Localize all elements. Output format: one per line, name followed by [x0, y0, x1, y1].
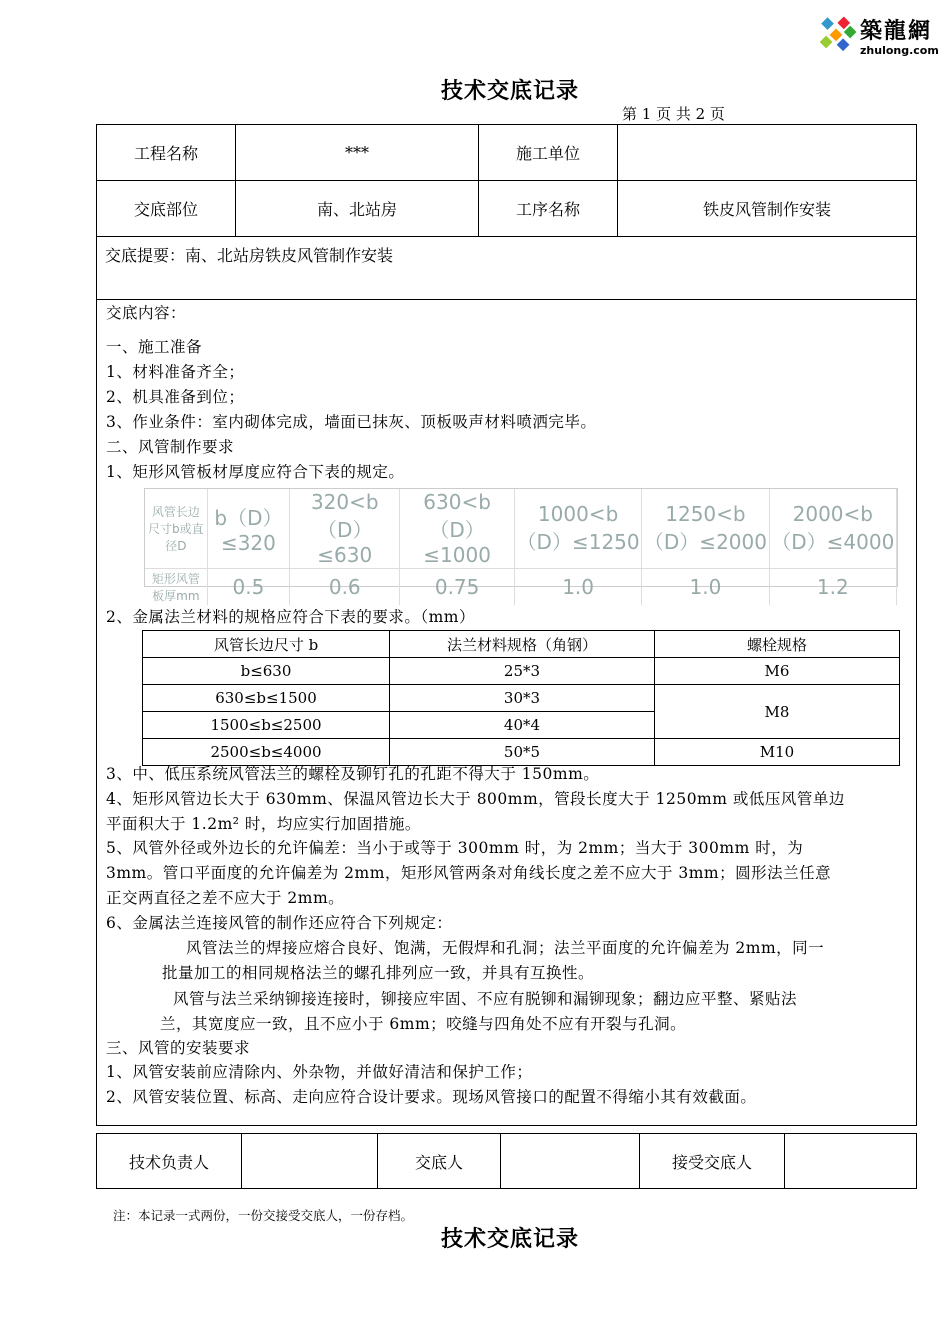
project-label: 工程名称 — [97, 125, 236, 181]
flange-cell: 40*4 — [390, 712, 655, 739]
content-line: 1、材料准备齐全； — [106, 363, 245, 381]
tech-lead-sign — [242, 1134, 378, 1189]
page-title: 技术交底记录 — [440, 79, 579, 104]
logo-url: zhulong.com — [860, 44, 939, 57]
content-line: 风管法兰的焊接应熔合良好、饱满，无假焊和孔洞；法兰平面度的允许偏差为 2mm，同一 — [186, 939, 825, 957]
content-line: 二、风管制作要求 — [106, 438, 235, 456]
thickness-range: 630<b（D）≤1000 — [400, 489, 515, 569]
thickness-range: 2000<b（D）≤4000 — [769, 489, 896, 569]
thickness-table — [144, 488, 898, 603]
project-value: *** — [236, 125, 479, 181]
thickness-value: 1.2 — [769, 569, 896, 606]
thickness-range: b（D）≤320 — [207, 489, 290, 569]
thickness-range: 1250<b（D）≤2000 — [642, 489, 769, 569]
receiver-sign — [785, 1134, 917, 1189]
flange-intro: 2、金属法兰材料的规格应符合下表的要求。（mm） — [106, 608, 476, 626]
unit-value — [618, 125, 917, 181]
thickness-value: 1.0 — [642, 569, 769, 606]
handover-sign — [501, 1134, 640, 1189]
page-info: 第 1 页 共 2 页 — [622, 105, 725, 123]
signature-table — [96, 1133, 917, 1189]
content-line: 2、机具准备到位； — [106, 388, 245, 406]
content-line: 批量加工的相同规格法兰的螺孔排列应一致，并具有互换性。 — [162, 964, 595, 982]
flange-cell: 1500≤b≤2500 — [143, 712, 390, 739]
content-line: 兰，其宽度应一致，且不应小于 6mm；咬缝与四角处不应有开裂与孔洞。 — [160, 1015, 687, 1033]
thickness-value: 0.75 — [400, 569, 515, 606]
thickness-value: 0.6 — [290, 569, 400, 606]
content-line: 1、矩形风管板材厚度应符合下表的规定。 — [106, 463, 405, 481]
flange-cell: M6 — [655, 658, 900, 685]
flange-col-header: 螺栓规格 — [655, 631, 900, 658]
content-line: 3、作业条件：室内砌体完成，墙面已抹灰、顶板吸声材料喷洒完毕。 — [106, 413, 597, 431]
content-line: 5、风管外径或外边长的允许偏差：当小于或等于 300mm 时，为 2mm；当大于 300mm 时，为 — [106, 839, 804, 857]
summary-text: 交底提要：南、北站房铁皮风管制作安装 — [105, 246, 394, 265]
summary-cell — [97, 237, 917, 300]
flange-table — [142, 630, 900, 766]
part-label: 交底部位 — [97, 181, 236, 237]
flange-cell: 25*3 — [390, 658, 655, 685]
thickness-value: 1.0 — [514, 569, 641, 606]
thickness-header: 风管长边尺寸b或直径D — [145, 489, 207, 569]
content-line: 3、中、低压系统风管法兰的螺栓及铆钉孔的孔距不得大于 150mm。 — [106, 765, 600, 783]
thickness-header: 矩形风管板厚mm — [145, 569, 207, 606]
flange-cell: 630≤b≤1500 — [143, 685, 390, 712]
part-value: 南、北站房 — [236, 181, 479, 237]
thickness-range: 320<b（D）≤630 — [290, 489, 400, 569]
receiver-label: 接受交底人 — [640, 1134, 785, 1189]
footer-title: 技术交底记录 — [440, 1227, 579, 1252]
logo-name: 築龍網 — [860, 18, 933, 44]
flange-col-header: 风管长边尺寸 b — [143, 631, 390, 658]
content-line: 平面积大于 1.2m² 时，均应实行加固措施。 — [106, 815, 421, 833]
content-line: 6、金属法兰连接风管的制作还应符合下列规定： — [106, 914, 453, 932]
flange-col-header: 法兰材料规格（角钢） — [390, 631, 655, 658]
footnote: 注：本记录一式两份，一份交接受交底人，一份存档。 — [113, 1208, 414, 1223]
content-line: 一、施工准备 — [106, 338, 203, 356]
content-line: 三、风管的安装要求 — [106, 1039, 251, 1057]
process-label: 工序名称 — [479, 181, 618, 237]
tech-lead-label: 技术负责人 — [97, 1134, 242, 1189]
unit-label: 施工单位 — [479, 125, 618, 181]
content-line: 2、风管安装位置、标高、走向应符合设计要求。现场风管接口的配置不得缩小其有效截面。 — [106, 1088, 757, 1106]
flange-cell: 2500≤b≤4000 — [143, 739, 390, 766]
flange-cell: 50*5 — [390, 739, 655, 766]
content-line: 风管与法兰采纳铆接连接时，铆接应牢固、不应有脱铆和漏铆现象；翻边应平整、紧贴法 — [173, 990, 798, 1008]
content-line: 正交两直径之差不应大于 2mm。 — [106, 889, 345, 907]
content-label: 交底内容： — [106, 304, 187, 322]
content-line: 3mm。管口平面度的允许偏差为 2mm，矩形风管两条对角线长度之差不应大于 3mm；圆形法兰任意 — [106, 864, 832, 882]
content-line: 1、风管安装前应清除内、外杂物，并做好清洁和保护工作； — [106, 1063, 533, 1081]
process-value: 铁皮风管制作安装 — [618, 181, 917, 237]
flange-cell: M8 — [655, 685, 900, 739]
flange-cell: b≤630 — [143, 658, 390, 685]
flange-cell: M10 — [655, 739, 900, 766]
content-line: 4、矩形风管边长大于 630mm、保温风管边长大于 800mm，管段长度大于 1250mm 或低压风管单边 — [106, 790, 845, 808]
thickness-range: 1000<b（D）≤1250 — [514, 489, 641, 569]
handover-label: 交底人 — [378, 1134, 501, 1189]
thickness-value: 0.5 — [207, 569, 290, 606]
flange-cell: 30*3 — [390, 685, 655, 712]
